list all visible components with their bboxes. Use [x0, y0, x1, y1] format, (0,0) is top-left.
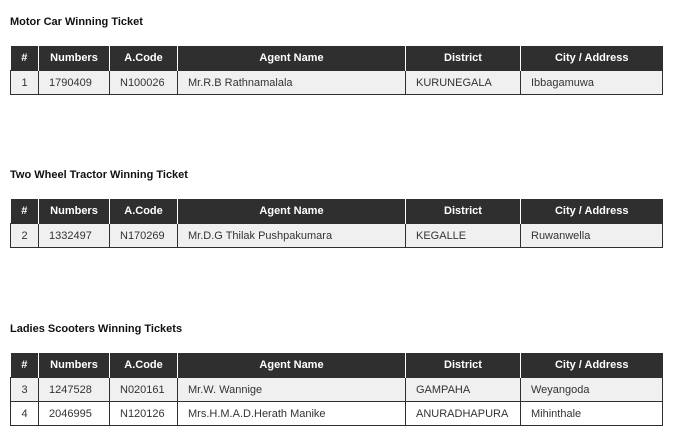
section-motor-car — [10, 16, 662, 95]
cell-acode: N120126 — [110, 402, 178, 426]
cell-agent-name: Mr.D.G Thilak Pushpakumara — [178, 224, 406, 248]
col-header-district: District — [406, 46, 521, 71]
cell-city: Ruwanwella — [521, 224, 663, 248]
cell-index: 1 — [11, 71, 39, 95]
col-header-acode: A.Code — [110, 46, 178, 71]
cell-city: Ibbagamuwa — [521, 71, 663, 95]
col-header-index: # — [11, 199, 39, 224]
section-ladies-scooters — [10, 323, 662, 426]
col-header-acode: A.Code — [110, 199, 178, 224]
col-header-agent-name: Agent Name — [178, 46, 406, 71]
cell-acode: N100026 — [110, 71, 178, 95]
col-header-city: City / Address — [521, 353, 663, 378]
col-header-district: District — [406, 199, 521, 224]
cell-index: 2 — [11, 224, 39, 248]
cell-numbers: 1790409 — [39, 71, 110, 95]
cell-city: Mihinthale — [521, 402, 663, 426]
cell-numbers: 1332497 — [39, 224, 110, 248]
cell-numbers: 1247528 — [39, 378, 110, 402]
winners-table — [10, 353, 663, 426]
cell-district: KURUNEGALA — [406, 71, 521, 95]
table-row — [11, 71, 663, 95]
cell-acode: N020161 — [110, 378, 178, 402]
cell-acode: N170269 — [110, 224, 178, 248]
table-header-row — [11, 46, 663, 71]
cell-agent-name: Mrs.H.M.A.D.Herath Manike — [178, 402, 406, 426]
col-header-agent-name: Agent Name — [178, 353, 406, 378]
section-title: Motor Car Winning Ticket — [10, 16, 143, 28]
col-header-city: City / Address — [521, 46, 663, 71]
col-header-index: # — [11, 353, 39, 378]
cell-numbers: 2046995 — [39, 402, 110, 426]
winners-table — [10, 46, 663, 95]
cell-index: 3 — [11, 378, 39, 402]
col-header-district: District — [406, 353, 521, 378]
col-header-numbers: Numbers — [39, 353, 110, 378]
table-row — [11, 402, 663, 426]
col-header-index: # — [11, 46, 39, 71]
cell-agent-name: Mr.W. Wannige — [178, 378, 406, 402]
cell-city: Weyangoda — [521, 378, 663, 402]
col-header-agent-name: Agent Name — [178, 199, 406, 224]
section-two-wheel-tractor — [10, 169, 662, 248]
table-header-row — [11, 199, 663, 224]
table-row — [11, 378, 663, 402]
section-title: Two Wheel Tractor Winning Ticket — [10, 169, 188, 181]
table-header-row — [11, 353, 663, 378]
section-title: Ladies Scooters Winning Tickets — [10, 323, 183, 335]
cell-district: GAMPAHA — [406, 378, 521, 402]
cell-agent-name: Mr.R.B Rathnamalala — [178, 71, 406, 95]
col-header-acode: A.Code — [110, 353, 178, 378]
winners-table — [10, 199, 663, 248]
col-header-city: City / Address — [521, 199, 663, 224]
cell-index: 4 — [11, 402, 39, 426]
cell-district: ANURADHAPURA — [406, 402, 521, 426]
col-header-numbers: Numbers — [39, 199, 110, 224]
table-row — [11, 224, 663, 248]
cell-district: KEGALLE — [406, 224, 521, 248]
col-header-numbers: Numbers — [39, 46, 110, 71]
